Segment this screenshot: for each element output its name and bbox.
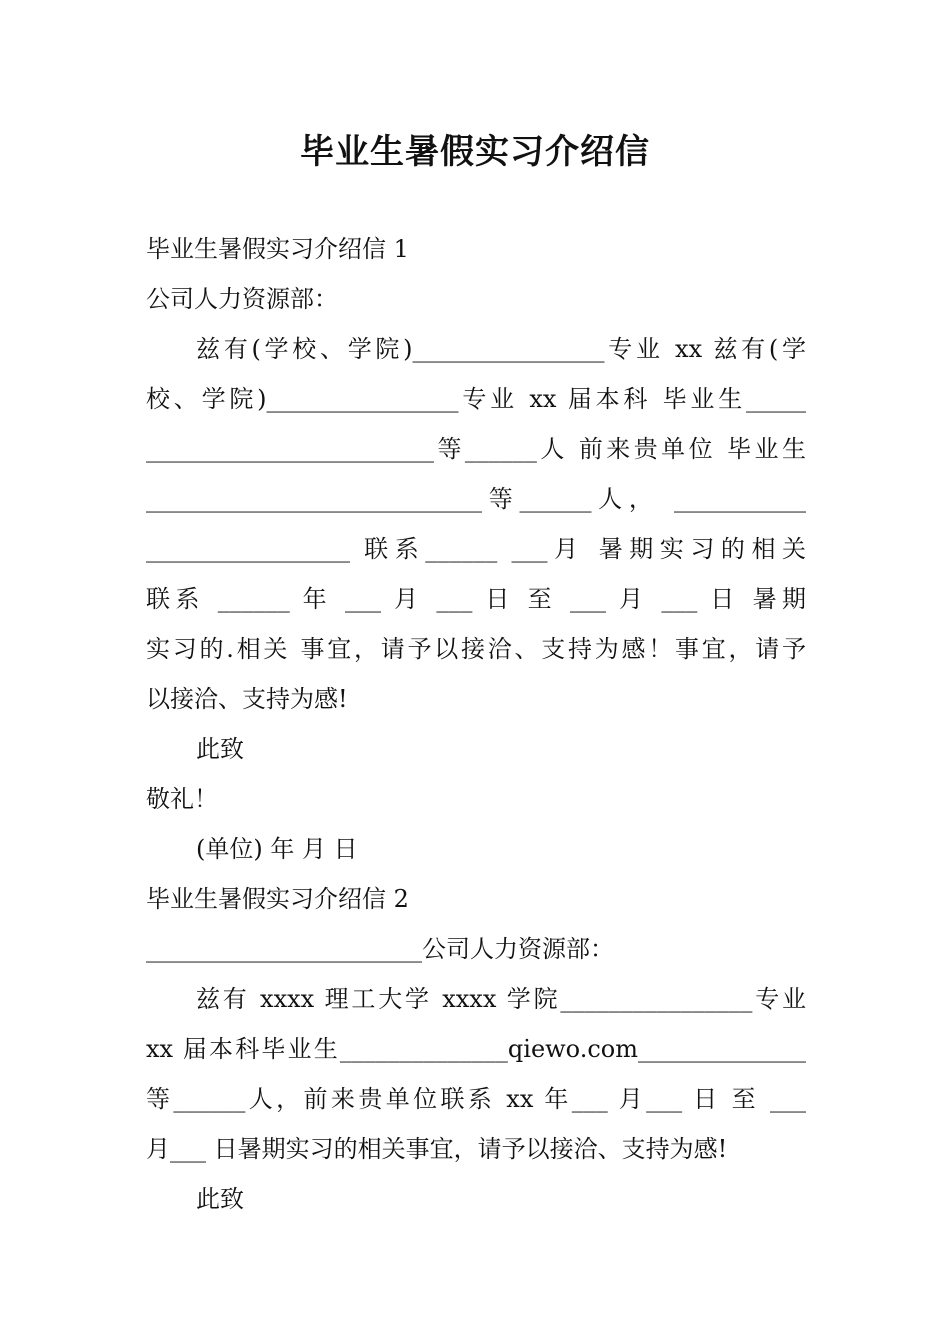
- body-line: ________________________等______人 前来贵单位 毕业生: [146, 435, 806, 463]
- body-line: 等______人，前来贵单位联系 xx 年___ 月___ 日 至 ___: [146, 1085, 806, 1113]
- closing-phrase: 此致: [196, 735, 244, 763]
- signature-line: (单位) 年 月 日: [196, 835, 358, 863]
- body-line: 校、学院)________________专业 xx 届本科 毕业生_____: [146, 385, 806, 413]
- body-line: 联系 ______ 年 ___ 月 ___ 日 至 ___ 月 ___ 日 暑期: [146, 585, 806, 613]
- section-heading-1: 毕业生暑假实习介绍信 1: [146, 235, 409, 263]
- body-line: 实习的.相关 事宜，请予以接洽、支持为感！事宜，请予: [146, 635, 806, 663]
- salutation-2: _______________________公司人力资源部：: [146, 935, 614, 963]
- body-line: 兹有 xxxx 理工大学 xxxx 学院________________专业: [196, 985, 806, 1013]
- body-line: 兹有(学校、学院)________________专业 xx 兹有(学: [196, 335, 806, 363]
- salutation-1: 公司人力资源部：: [146, 285, 338, 313]
- body-line: xx 届本科毕业生______________qiewo.com______________: [146, 1035, 806, 1063]
- closing-phrase: 此致: [196, 1185, 244, 1213]
- body-line: _________________ 联系______ ___月 暑期实习的相关: [146, 535, 806, 563]
- body-line: 以接洽、支持为感!: [146, 685, 348, 713]
- document-title: 毕业生暑假实习介绍信: [300, 132, 650, 172]
- section-heading-2: 毕业生暑假实习介绍信 2: [146, 885, 409, 913]
- body-line: 月___ 日暑期实习的相关事宜，请予以接洽、支持为感!: [146, 1135, 728, 1163]
- closing-regards: 敬礼！: [146, 785, 218, 813]
- body-line: ____________________________等______人， ___________: [146, 485, 806, 513]
